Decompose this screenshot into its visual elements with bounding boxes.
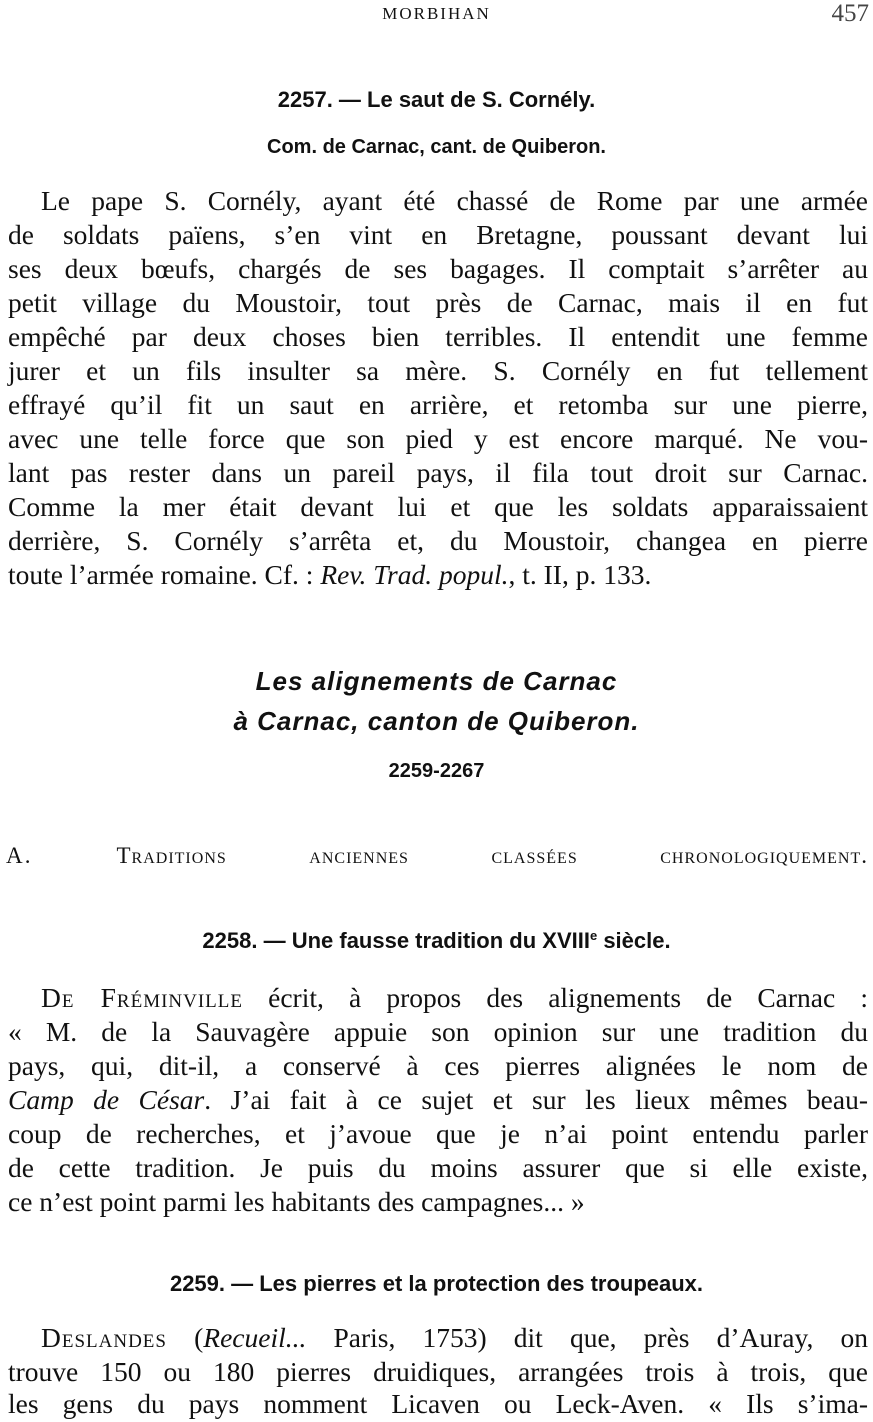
text: écrit, à propos des alignements de Carnac : — [243, 982, 868, 1013]
entry-2259-title: 2259. — Les pierres et la protection des troupeaux. — [169, 1271, 704, 1296]
running-title: MORBIHAN — [382, 4, 491, 23]
subheading-text: Traditions anciennes classées chronologiquement. — [116, 843, 868, 868]
text: , t. II, p. 133. — [508, 559, 652, 590]
entry-2259-line — [8, 1322, 868, 1354]
entry-2258-line: coup de recherches, et j’avoue que je n’ai point entendu parler — [8, 1118, 868, 1149]
author: De Fréminville — [41, 982, 243, 1013]
entry-2258-title — [0, 928, 873, 954]
text: 2258. — [202, 928, 258, 953]
entry-2257-last-line — [8, 559, 868, 591]
entry-2257-line: lant pas rester dans un pareil pays, il fila tout droit sur Carnac. — [8, 457, 868, 488]
section-title-line-1: Les alignements de Carnac — [255, 666, 618, 696]
entry-2257-line: Comme la mer était devant lui et que les soldats apparaissaient — [8, 491, 868, 522]
text: . J’ai fait à ce sujet et sur les lieux mêmes beau- — [204, 1084, 868, 1115]
entry-2257-line: petit village du Moustoir, tout près de Carnac, mais il en fut — [8, 287, 868, 318]
section-title-line-2: à Carnac, canton de Quiberon. — [233, 706, 640, 736]
citation: Rev. Trad. popul. — [320, 559, 509, 590]
italic-term: Camp de César — [8, 1084, 205, 1115]
page-number: 457 — [831, 0, 869, 27]
entry-2257-line: jurer et un fils insulter sa mère. S. Cornély en fut tellement — [8, 355, 868, 386]
entry-2259-line: trouve 150 ou 180 pierres druidiques, arrangées trois à trois, que — [8, 1356, 868, 1387]
text: siècle. — [597, 928, 671, 953]
text: toute l’armée romaine. Cf. : — [8, 559, 321, 590]
entry-2257-line: effrayé qu’il fit un saut en arrière, et retomba sur une pierre, — [8, 389, 868, 420]
subheading-letter: A. — [6, 843, 33, 868]
italic-title: Recueil... — [203, 1322, 307, 1353]
entry-2257-line: Le pape S. Cornély, ayant été chassé de Rome par une armée — [41, 185, 868, 216]
entry-2257-line: derrière, S. Cornély s’arrêta et, du Moustoir, changea en pierre — [8, 525, 868, 556]
entry-2258-line: pays, qui, dit-il, a conservé à ces pierres alignées le nom de — [8, 1050, 868, 1081]
text: ( — [166, 1322, 204, 1353]
entry-2259-line: les gens du pays nomment Licaven ou Leck-Aven. « Ils s’ima- — [8, 1388, 868, 1419]
text: — Une fausse tradition du XVIII — [263, 928, 590, 953]
entry-2257-place: Com. de Carnac, cant. de Quiberon. — [267, 136, 606, 158]
entry-2257-title: 2257. — Le saut de S. Cornély. — [277, 87, 596, 112]
entry-2258-line — [8, 982, 868, 1014]
entry-2258-line: « M. de la Sauvagère appuie son opinion sur une tradition du — [8, 1016, 868, 1047]
entry-2257-line: ses deux bœufs, chargés de ses bagages. Il comptait s’arrêter au — [8, 253, 868, 284]
entry-2257-line: avec une telle force que son pied y est encore marqué. Ne vou- — [8, 423, 868, 454]
author: Deslandes — [41, 1322, 167, 1353]
subheading-a — [6, 843, 868, 869]
entry-2257-line: de soldats païens, s’en vint en Bretagne, poussant devant lui — [8, 219, 868, 250]
entry-2257-line: empêché par deux choses bien terribles. Il entendit une femme — [8, 321, 868, 352]
entry-2258-line: de cette tradition. Je puis du moins assurer que si elle existe, — [8, 1152, 868, 1183]
section-numbers: 2259-2267 — [388, 760, 485, 782]
entry-2258-line — [8, 1084, 868, 1116]
running-head — [0, 2, 873, 28]
text: Paris, 1753) dit que, près d’Auray, on — [306, 1322, 868, 1353]
superscript: e — [589, 928, 598, 943]
entry-2258-last-line: ce n’est point parmi les habitants des campagnes... » — [8, 1186, 585, 1217]
